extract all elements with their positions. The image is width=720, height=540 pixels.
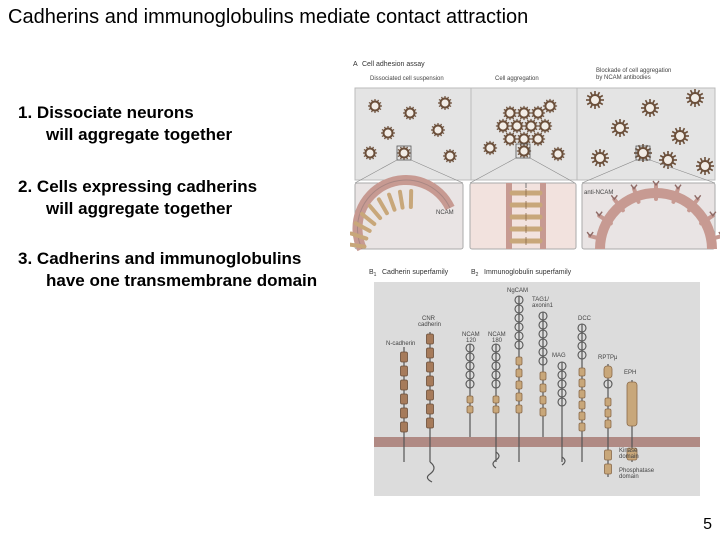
molecule-shape	[605, 409, 611, 417]
molecule-shape	[627, 382, 637, 426]
figure-shape	[615, 123, 625, 133]
superfamily-panel	[374, 282, 700, 496]
item-text-line1: Dissociate neurons	[36, 103, 194, 122]
molecule-shape	[401, 422, 408, 432]
figure-shape	[441, 99, 450, 108]
molecule-shape	[605, 398, 611, 406]
molecule-shape	[427, 376, 434, 386]
zoom-label-ncam: NCAM	[436, 210, 454, 216]
molecule-shape	[493, 396, 499, 403]
molecule-shape	[427, 418, 434, 428]
slide-title: Cadherins and immunoglobulins mediate contact attraction	[8, 6, 529, 28]
figure-shape	[663, 155, 673, 165]
figure-b2-label: $B_2$	[471, 269, 479, 278]
figure-shape	[434, 126, 443, 135]
label-eph: EPH	[624, 370, 637, 376]
molecule-shape	[401, 380, 408, 390]
label-mag: MAG	[552, 353, 566, 359]
molecule-shape	[401, 352, 408, 362]
figure-shape	[700, 161, 710, 171]
panel-label-aggregation: Cell aggregation	[495, 76, 539, 82]
molecule-shape	[516, 357, 522, 365]
item-text-line2: will aggregate together	[46, 125, 233, 144]
molecule-shape	[579, 390, 585, 398]
molecule-shape	[579, 412, 585, 420]
molecule-shape	[540, 396, 546, 404]
molecule-shape	[516, 393, 522, 401]
item-text-line1: Cells expressing cadherins	[36, 177, 258, 196]
figure-shape	[505, 108, 514, 117]
figure-shape	[645, 103, 655, 113]
figure-shape	[638, 148, 648, 158]
figure-shape	[519, 134, 528, 143]
label-ncam180: NCAM 180	[488, 332, 506, 344]
molecule-shape	[579, 368, 585, 376]
figure-shape	[366, 149, 375, 158]
figure-shape	[512, 121, 521, 130]
figure-shape	[545, 101, 554, 110]
item-number: 1.	[18, 103, 33, 122]
figure-shape	[540, 121, 549, 130]
label-ncadherin: N-cadherin	[386, 341, 416, 347]
figure-shape	[553, 149, 562, 158]
label-rptp: RPTPμ	[598, 355, 618, 361]
molecule-shape	[427, 348, 434, 358]
list-item-2	[18, 176, 257, 220]
molecule-shape	[467, 396, 473, 403]
figure-shape	[498, 121, 507, 130]
molecule-shape	[427, 334, 434, 344]
figure-shape	[505, 134, 514, 143]
label-phosphatase: Phosphatase domain	[619, 468, 655, 480]
molecule-shape	[540, 408, 546, 416]
figure-b1-title: Cadherin superfamily	[382, 269, 449, 276]
figure-a-title: Cell adhesion assay	[362, 61, 425, 68]
figure-shape	[675, 131, 685, 141]
list-item-1	[18, 102, 232, 146]
label-dcc: DCC	[578, 316, 591, 322]
cell-adhesion-figure	[350, 58, 720, 253]
item-number: 2.	[18, 177, 33, 196]
figure-shape	[400, 192, 403, 208]
superfamily-figure	[366, 262, 700, 496]
figure-shape	[590, 95, 600, 105]
item-text-line1: Cadherins and immunoglobulins	[36, 249, 302, 268]
molecule-shape	[516, 405, 522, 413]
molecule-shape	[427, 362, 434, 372]
figure-shape	[519, 108, 528, 117]
molecule-shape	[427, 404, 434, 414]
label-ncam120: NCAM 120	[462, 332, 480, 344]
molecule-shape	[579, 379, 585, 387]
molecule-shape	[605, 420, 611, 428]
figure-shape	[533, 134, 542, 143]
molecule-shape	[401, 408, 408, 418]
figure-shape	[446, 152, 455, 161]
item-text-line2: will aggregate together	[46, 199, 233, 218]
molecule-shape	[605, 464, 612, 474]
molecule-shape	[467, 406, 473, 413]
molecule-shape	[516, 381, 522, 389]
molecule-shape	[604, 366, 612, 378]
label-cnr: CNR cadherin	[418, 316, 442, 328]
figure-b2-title: Immunoglobulin superfamily	[484, 269, 572, 276]
figure-shape	[519, 146, 528, 155]
figure-shape	[526, 121, 535, 130]
molecule-shape	[401, 394, 408, 404]
figure-shape	[690, 93, 700, 103]
molecule-shape	[579, 423, 585, 431]
molecule-shape	[605, 450, 612, 460]
figure-a-label: A	[353, 61, 358, 68]
molecule-shape	[427, 390, 434, 400]
label-kinase: Kinase domain	[619, 448, 639, 460]
membrane	[374, 437, 700, 447]
figure-shape	[400, 149, 409, 158]
figure-shape	[406, 109, 415, 118]
item-text-line2: have one transmembrane domain	[46, 271, 318, 290]
molecule-shape	[540, 372, 546, 380]
label-tag1: TAG1/ axonin1	[532, 297, 554, 309]
figure-shape	[371, 102, 380, 111]
molecule-shape	[493, 406, 499, 413]
figure-b1-label: $B_1$	[369, 269, 377, 278]
panel-label-blockade: Blockade of cell aggregation by NCAM antibodies	[596, 68, 672, 81]
molecule-shape	[540, 384, 546, 392]
list-item-3	[18, 248, 317, 292]
page-number: 5	[703, 516, 712, 533]
zoom-label-anti-ncam: anti-NCAM	[584, 190, 614, 196]
figure-shape	[533, 108, 542, 117]
figure-shape	[595, 153, 605, 163]
item-number: 3.	[18, 249, 33, 268]
molecule-shape	[516, 369, 522, 377]
label-ngcam: NgCAM	[507, 288, 529, 294]
molecule-shape	[579, 401, 585, 409]
figure-shape	[384, 129, 393, 138]
panel-label-suspension: Dissociated cell suspension	[370, 76, 444, 82]
figure-shape	[485, 143, 494, 152]
molecule-shape	[401, 366, 408, 376]
figure-shape	[350, 244, 364, 246]
